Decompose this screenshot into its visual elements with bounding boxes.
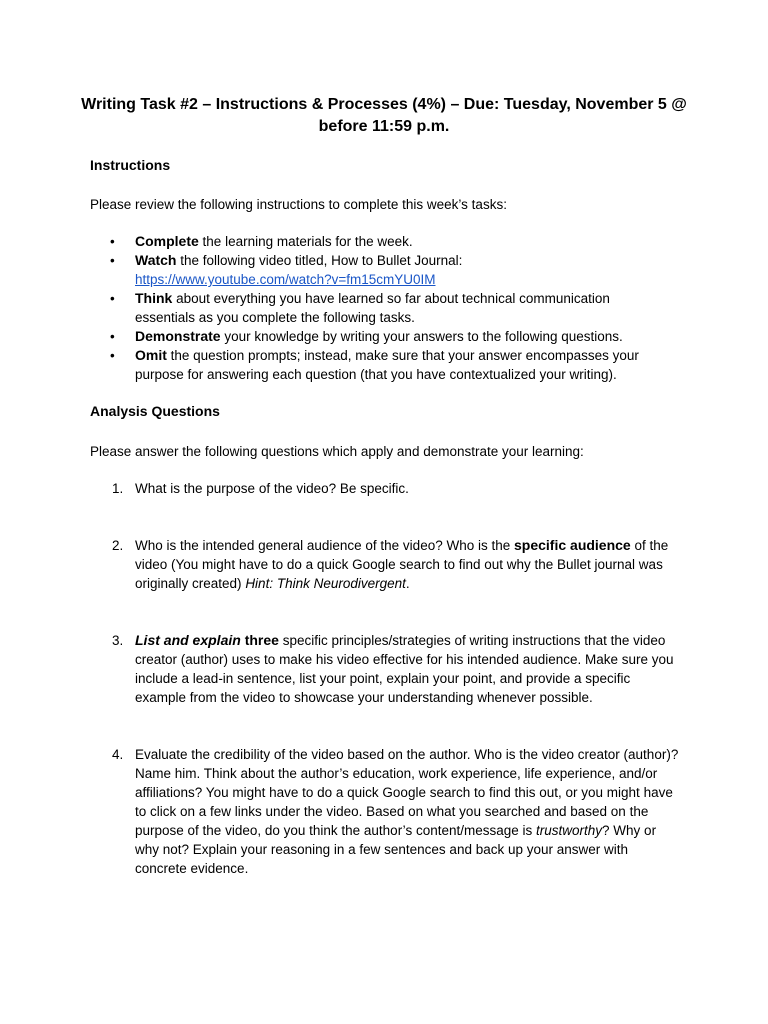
question-emphasis: specific audience [514,537,631,553]
bullet-icon: • [110,253,115,268]
question-4 [90,745,680,878]
question-number: 3. [112,633,124,648]
question-2 [90,536,680,593]
question-number: 4. [112,747,124,762]
list-item [90,232,660,251]
bullet-text: about everything you have learned so far about technical communication essentials as you complete the following tasks. [135,291,610,325]
analysis-heading: Analysis Questions [90,403,220,419]
question-emphasis [135,632,279,648]
question-text: Evaluate the credibility of the video based on the author. Who is the video creator (author)? Name him. Think about the author’s education, work experience, life experience, and/or affiliations? You might have to do a quick Google search to find this out, or you might have to click on a few links under the video. Based on what you searched and based on the purpose of the video, do you think the author’s content/message is [135,747,679,838]
question-text: of the video (You might have to do a quick Google search to find out why the Bullet journal was originally created) [135,538,669,591]
bullet-icon: • [110,329,115,344]
question-text: . [405,576,410,591]
instructions-list [90,232,660,384]
question-number: 2. [112,538,124,553]
question-text: What is the purpose of the video? Be specific. [135,481,409,496]
question-text: ? Why or why not? Explain your reasoning in a few sentences and back up your answer with concrete evidence. [135,823,657,876]
question-emphasis-italic: trustworthy [536,823,603,838]
instructions-heading: Instructions [90,157,171,173]
question-emphasis-italic: List and explain [135,632,241,648]
list-item [90,251,660,289]
bullet-icon: • [110,291,115,306]
list-item [90,289,660,327]
question-1 [90,479,680,498]
document-title: Writing Task #2 – Instructions & Processes (4%) – Due: Tuesday, November 5 @ before 11:59 p.m. [81,96,687,135]
instructions-intro: Please review the following instructions to complete this week’s tasks: [90,197,507,212]
video-link[interactable]: https://www.youtube.com/watch?v=fm15cmYU0IM [135,272,436,287]
question-3 [90,631,680,707]
bullet-keyword: Demonstrate [135,328,221,344]
bullet-icon: • [110,234,115,249]
question-emphasis-bold: three [240,632,279,648]
question-text: specific principles/strategies of writing instructions that the video creator (author) uses to make his video effective for his intended audience. Make sure you include a lead-in sentence, list your point, explain your point, and provide a specific example from the video to showcase your understanding whenever possible. [135,633,674,705]
bullet-text: the question prompts; instead, make sure that your answer encompasses your purpose for answering each question (that you have contextualized your writing). [135,348,639,382]
bullet-keyword: Think [135,290,173,306]
question-text: Who is the intended general audience of the video? Who is the [135,538,514,553]
list-item [90,346,660,384]
bullet-text: your knowledge by writing your answers to the following questions. [220,329,623,344]
question-hint: Hint: Think Neurodivergent [245,576,406,591]
bullet-icon: • [110,348,115,363]
list-item [90,327,660,346]
bullet-keyword: Omit [135,347,167,363]
analysis-intro: Please answer the following questions which apply and demonstrate your learning: [90,444,584,459]
bullet-keyword: Watch [135,252,177,268]
bullet-keyword: Complete [135,233,199,249]
question-number: 1. [112,481,124,496]
bullet-text: the learning materials for the week. [198,234,413,249]
bullet-text: the following video titled, How to Bullet Journal: [176,253,463,268]
